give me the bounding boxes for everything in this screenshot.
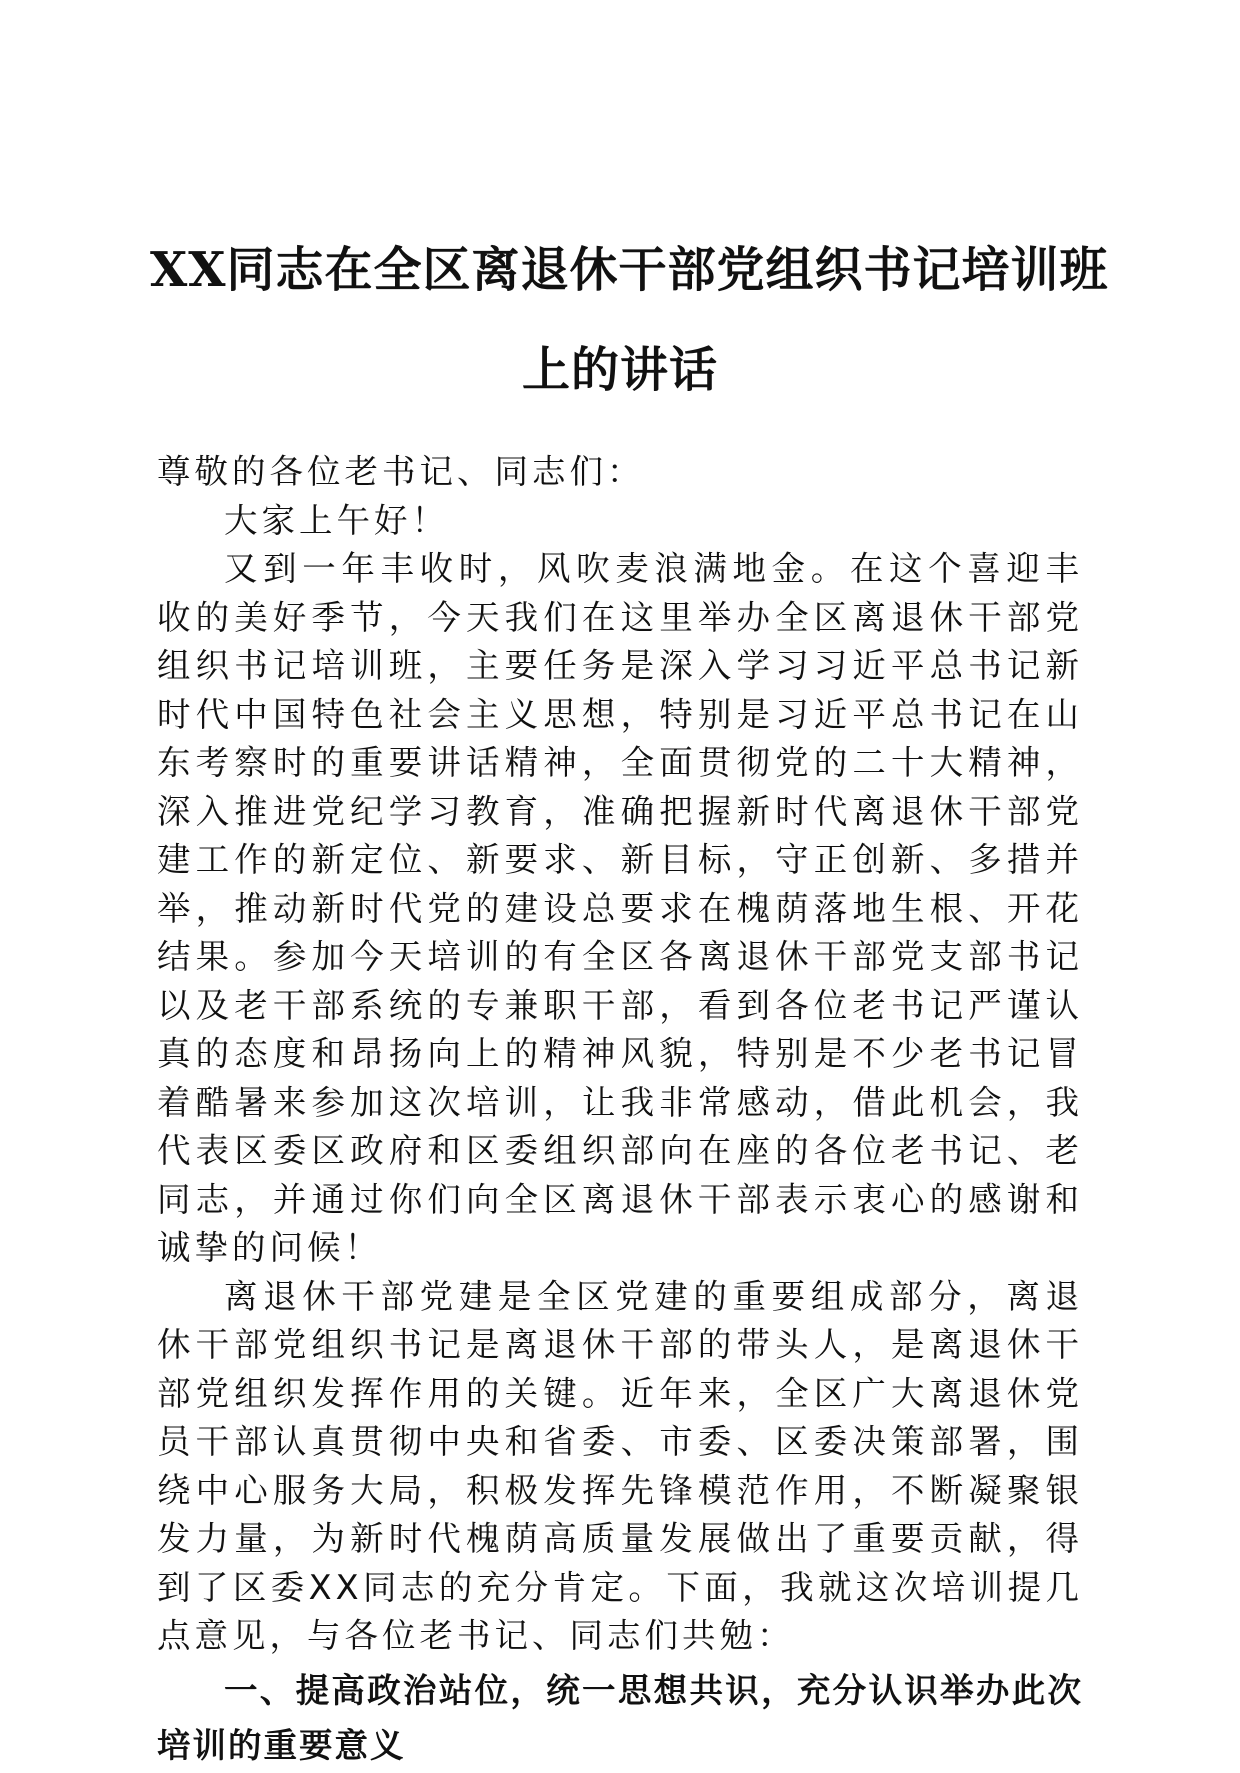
greeting: 大家上午好！ <box>224 500 449 540</box>
title-line-1: XX同志在全区离退休干部党组织书记培训班 <box>150 242 1109 298</box>
salutation: 尊敬的各位老书记、同志们： <box>157 452 645 491</box>
paragraph-2: 离退休干部党建是全区党建的重要组成部分，离退休干部党组织书记是离退休干部的带头人，是离退休干部党组织发挥作用的关键。近年来，全区广大离退休党员干部认真贯彻中央和省委、市委、区委决策部署，围绕中心服务大局，积极发挥先锋模范作用，不断凝聚银发力量，为新时代槐荫高质量发展做出了重要贡献，得到了区委XX同志的充分肯定。下面，我就这次培训提几点意见，与各位老书记、同志们共勉： <box>157 1276 1083 1655</box>
paragraph-1: 又到一年丰收时，风吹麦浪满地金。在这个喜迎丰收的美好季节，今天我们在这里举办全区离退休干部党组织书记培训班，主要任务是深入学习习近平总书记新时代中国特色社会主义思想，特别是习近平总书记在山东考察时的重要讲话精神，全面贯彻党的二十大精神，深入推进党纪学习教育，准确把握新时代离退休干部党建工作的新定位、新要求、新目标，守正创新、多措并举，推动新时代党的建设总要求在槐荫落地生根、开花结果。参加今天培训的有全区各离退休干部党支部书记以及老干部系统的专兼职干部，看到各位老书记严谨认真的态度和昂扬向上的精神风貌，特别是不少老书记冒着酷暑来参加这次培训，让我非常感动，借此机会，我代表区委区政府和区委组织部向在座的各位老书记、老同志，并通过你们向全区离退休干部表示衷心的感谢和诚挚的问候！ <box>157 549 1083 1267</box>
document-title <box>150 220 1109 420</box>
section-heading-1: 一、提高政治站位，统一思想共识，充分认识举办此次培训的重要意义 <box>157 1670 1083 1765</box>
document-body <box>157 448 1083 1773</box>
title-line-2: 上的讲话 <box>521 342 718 398</box>
